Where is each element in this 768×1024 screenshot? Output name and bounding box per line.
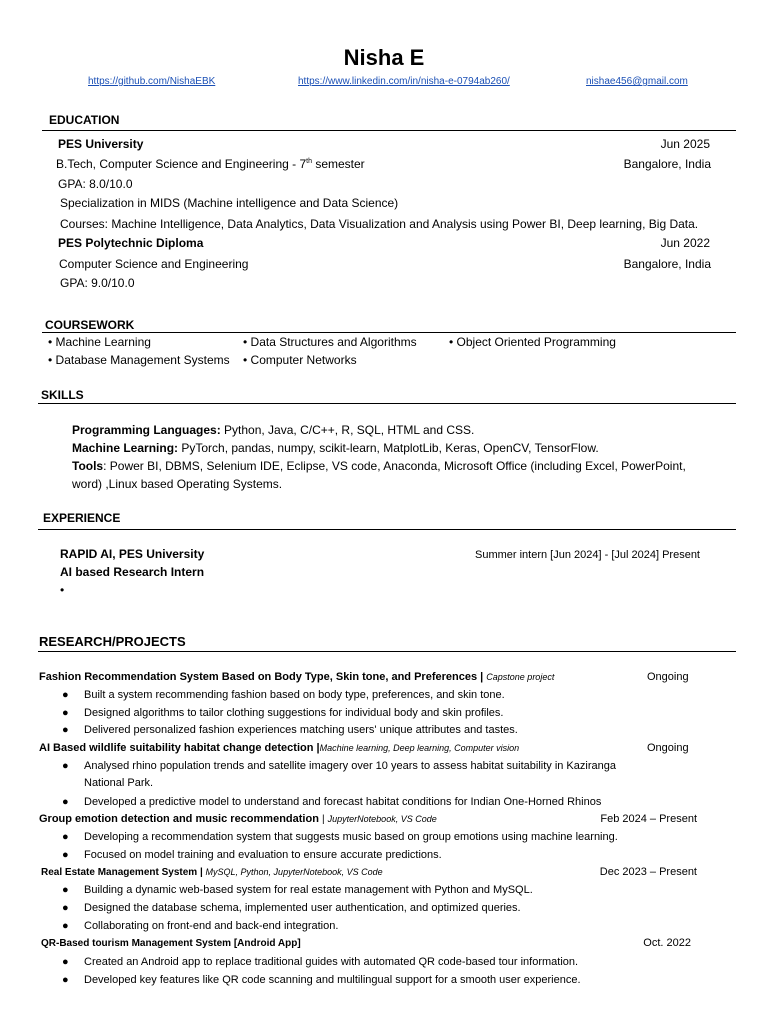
education-rule	[42, 130, 736, 131]
project-wildlife-bullet-continued: National Park.	[84, 777, 154, 789]
pes-university-specialization: Specialization in MIDS (Machine intelligence and Data Science)	[60, 196, 399, 210]
pes-university-gpa: GPA: 8.0/10.0	[58, 177, 133, 191]
coursework-heading: COURSEWORK	[45, 318, 135, 332]
skills-machine-learning: Machine Learning: PyTorch, pandas, numpy, scikit-learn, MatplotLib, Keras, OpenCV, TensorFlow.	[72, 441, 599, 455]
bullet-dot: ●	[62, 724, 69, 736]
experience-rule	[38, 529, 736, 530]
bullet-dot: ●	[62, 849, 69, 861]
bullet-dot: ●	[62, 831, 69, 843]
polytechnic-program: Computer Science and Engineering	[59, 257, 249, 271]
experience-bullet: •	[60, 583, 65, 597]
project-music-bullet: Developing a recommendation system that suggests music based on group emotions using machine learning.	[84, 831, 618, 843]
coursework-rule	[42, 332, 736, 333]
pes-university-degree: B.Tech, Computer Science and Engineering - 7th semester	[56, 157, 365, 171]
bullet-dot: ●	[62, 974, 69, 986]
coursework-item: • Machine Learning	[48, 335, 151, 349]
resume-name: Nisha E	[343, 45, 425, 70]
project-qr-title: QR-Based tourism Management System [Android App]	[41, 938, 301, 949]
skills-languages: Programming Languages: Python, Java, C/C++, R, SQL, HTML and CSS.	[72, 423, 475, 437]
project-qr-bullet: Created an Android app to replace traditional guides with automated QR code-based tour information.	[84, 956, 579, 968]
project-qr-date: Oct. 2022	[643, 937, 691, 949]
coursework-item: • Data Structures and Algorithms	[243, 335, 417, 349]
bullet-dot: ●	[62, 796, 69, 808]
projects-heading: RESEARCH/PROJECTS	[39, 634, 186, 649]
project-wildlife-bullet: Analysed rhino population trends and satellite imagery over 10 years to assess habitat suitability in Kaziranga	[84, 760, 616, 772]
experience-heading: EXPERIENCE	[43, 511, 121, 525]
project-realestate-date: Dec 2023 – Present	[599, 866, 697, 878]
pes-university-name: PES University	[58, 137, 144, 151]
bullet-dot: ●	[62, 689, 69, 701]
bullet-dot: ●	[62, 884, 69, 896]
polytechnic-location: Bangalore, India	[623, 257, 711, 271]
experience-org: RAPID AI, PES University	[60, 547, 205, 561]
skills-tools-continued: word) ,Linux based Operating Systems.	[72, 477, 283, 491]
github-link[interactable]: https://github.com/NishaEBK	[88, 76, 216, 87]
pes-university-date: Jun 2025	[660, 137, 710, 151]
project-fashion-status: Ongoing	[647, 671, 689, 683]
skills-heading: SKILLS	[41, 388, 84, 402]
experience-role: AI based Research Intern	[60, 565, 205, 579]
bullet-dot: ●	[62, 760, 69, 772]
project-music-date: Feb 2024 – Present	[600, 813, 697, 825]
project-realestate-bullet: Collaborating on front-end and back-end integration.	[84, 920, 339, 932]
polytechnic-date: Jun 2022	[660, 236, 710, 250]
project-fashion-title: Fashion Recommendation System Based on Body Type, Skin tone, and Preferences | Capstone project	[39, 671, 555, 683]
project-realestate-title: Real Estate Management System | MySQL, Python, JupyterNotebook, VS Code	[41, 867, 383, 878]
pes-university-courses: Courses: Machine Intelligence, Data Analytics, Data Visualization and Analysis using Power BI, Deep learning, Big Data.	[60, 217, 699, 231]
education-heading: EDUCATION	[49, 113, 120, 127]
bullet-dot: ●	[62, 707, 69, 719]
linkedin-link[interactable]: https://www.linkedin.com/in/nisha-e-0794ab260/	[298, 76, 510, 87]
project-wildlife-bullet: Developed a predictive model to understand and forecast habitat conditions for Indian One-Horned Rhinos	[84, 796, 602, 808]
bullet-dot: ●	[62, 956, 69, 968]
pes-university-location: Bangalore, India	[623, 157, 711, 171]
skills-rule	[38, 403, 736, 404]
bullet-dot: ●	[62, 920, 69, 932]
coursework-item: • Object Oriented Programming	[449, 335, 616, 349]
bullet-dot: ●	[62, 902, 69, 914]
project-realestate-bullet: Designed the database schema, implemented user authentication, and optimized queries.	[84, 902, 521, 914]
coursework-item: • Database Management Systems	[48, 353, 230, 367]
project-fashion-bullet: Delivered personalized fashion experiences matching users' unique attributes and tastes.	[84, 724, 518, 736]
experience-dates: Summer intern [Jun 2024] - [Jul 2024] Present	[474, 549, 700, 561]
projects-rule	[38, 651, 736, 652]
project-music-bullet: Focused on model training and evaluation to ensure accurate predictions.	[84, 849, 442, 861]
polytechnic-name: PES Polytechnic Diploma	[58, 236, 204, 250]
project-wildlife-title: AI Based wildlife suitability habitat change detection |Machine learning, Deep learning, Computer vision	[39, 742, 520, 754]
project-music-title: Group emotion detection and music recommendation | JupyterNotebook, VS Code	[39, 813, 437, 825]
project-wildlife-status: Ongoing	[647, 742, 689, 754]
coursework-item: • Computer Networks	[243, 353, 357, 367]
project-fashion-bullet: Designed algorithms to tailor clothing suggestions for individual body and skin profiles.	[84, 707, 504, 719]
project-realestate-bullet: Building a dynamic web-based system for real estate management with Python and MySQL.	[84, 884, 533, 896]
polytechnic-gpa: GPA: 9.0/10.0	[60, 276, 135, 290]
project-qr-bullet: Developed key features like QR code scanning and multilingual support for a smooth user experience.	[84, 974, 581, 986]
skills-tools: Tools: Power BI, DBMS, Selenium IDE, Eclipse, VS code, Anaconda, Microsoft Office (including Excel, PowerPoint,	[72, 459, 686, 473]
project-fashion-bullet: Built a system recommending fashion based on body type, preferences, and skin tone.	[84, 689, 505, 701]
email-link[interactable]: nishae456@gmail.com	[586, 76, 688, 87]
